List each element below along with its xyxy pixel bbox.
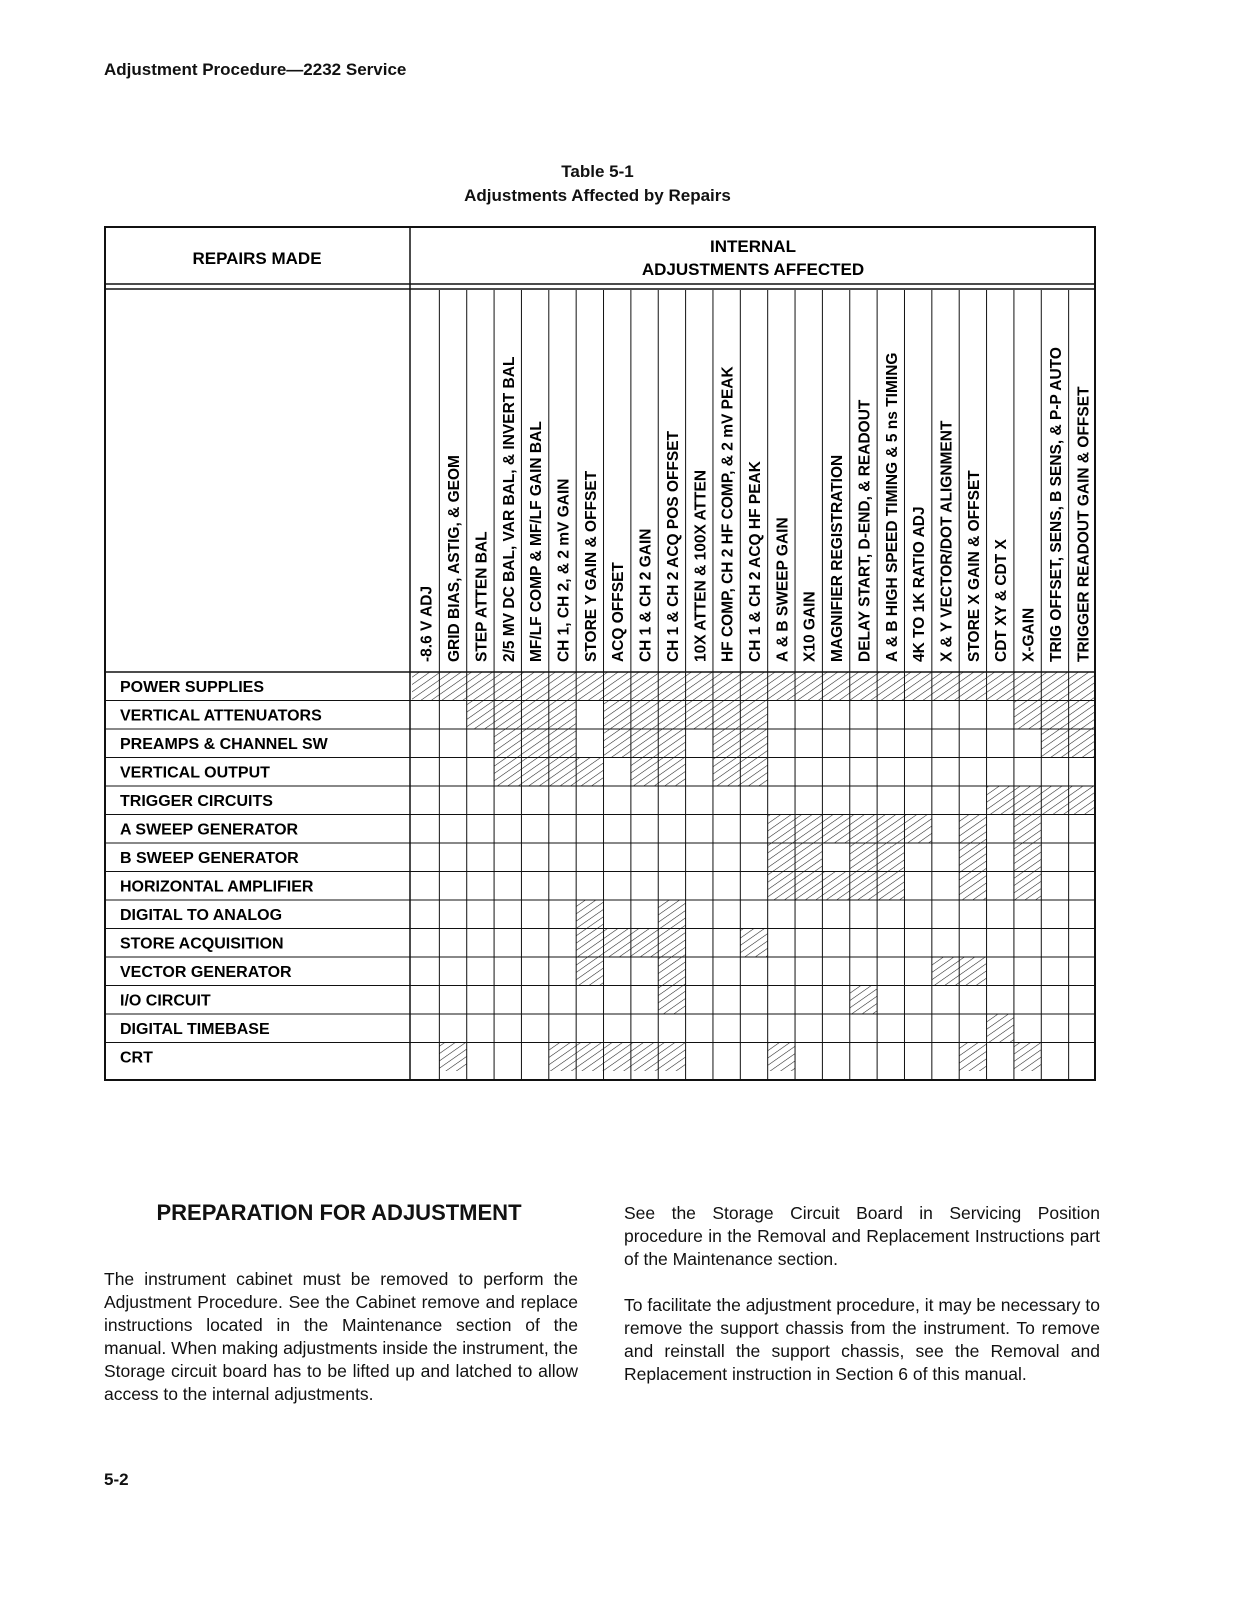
hatched-cell <box>494 758 521 787</box>
hatched-cell <box>521 672 548 701</box>
hatched-cell <box>576 957 603 986</box>
hatched-cell <box>576 672 603 701</box>
hatched-cell <box>686 672 713 701</box>
column-header: 2/5 MV DC BAL, VAR BAL, & INVERT BAL <box>500 356 518 662</box>
hatched-cell <box>795 872 822 901</box>
column-header: CH 1, CH 2, & 2 mV GAIN <box>555 478 573 662</box>
hatched-cell <box>549 672 576 701</box>
hatched-cell <box>932 672 959 701</box>
hatched-cell <box>795 843 822 872</box>
hatched-cell <box>631 929 658 958</box>
hatched-cell <box>1069 701 1096 730</box>
hatched-cell <box>1041 672 1068 701</box>
hatched-cell <box>850 986 877 1015</box>
hatched-cell <box>877 843 904 872</box>
hatched-cell <box>987 672 1014 701</box>
hatched-cell <box>1014 815 1041 844</box>
hatched-cell <box>604 929 631 958</box>
hatched-cell <box>604 701 631 730</box>
row-label: POWER SUPPLIES <box>120 679 265 696</box>
repairs-made-header: REPAIRS MADE <box>192 249 322 268</box>
hatched-cell <box>658 672 685 701</box>
right-paragraph-2: To facilitate the adjustment procedure, it may be necessary to remove the support chassis from the instrument. To remove and reinstall the support chassis, see the Removal and Replacement instruction in Section 6 of this manual. <box>624 1295 1100 1384</box>
hatched-cell <box>549 729 576 758</box>
hatched-cell <box>1014 672 1041 701</box>
hatched-cell <box>521 701 548 730</box>
hatched-cell <box>1014 872 1041 901</box>
hatched-cell <box>631 758 658 787</box>
hatched-cell <box>576 758 603 787</box>
hatched-cell <box>1041 701 1068 730</box>
hatched-cell <box>740 729 767 758</box>
hatched-cell <box>1014 786 1041 815</box>
column-header: X-GAIN <box>1020 607 1038 662</box>
hatched-cell <box>877 815 904 844</box>
column-header: STORE X GAIN & OFFSET <box>965 470 983 662</box>
hatched-cell <box>768 843 795 872</box>
section-title: PREPARATION FOR ADJUSTMENT <box>156 1200 522 1225</box>
hatched-cell <box>549 758 576 787</box>
hatched-cell <box>768 815 795 844</box>
hatched-cell <box>959 1043 986 1072</box>
hatched-cell <box>822 872 849 901</box>
hatched-cell <box>549 701 576 730</box>
hatched-cell <box>604 1043 631 1072</box>
hatched-cell <box>904 672 931 701</box>
hatched-cell <box>904 815 931 844</box>
hatched-cell <box>959 957 986 986</box>
column-header: STORE Y GAIN & OFFSET <box>582 470 600 662</box>
hatched-cell <box>1014 843 1041 872</box>
hatched-cell <box>713 758 740 787</box>
hatched-cell <box>713 701 740 730</box>
column-header: STEP ATTEN BAL <box>473 531 491 662</box>
hatched-cell <box>740 672 767 701</box>
adjustments-affected-header: ADJUSTMENTS AFFECTED <box>641 260 865 279</box>
row-label: VERTICAL ATTENUATORS <box>120 707 322 725</box>
column-header: GRID BIAS, ASTIG, & GEOM <box>446 455 464 662</box>
hatched-cell <box>877 672 904 701</box>
row-label: B SWEEP GENERATOR <box>120 850 299 867</box>
hatched-cell <box>658 929 685 958</box>
page-number: 5-2 <box>104 1470 129 1489</box>
hatched-cell <box>987 1014 1014 1043</box>
hatched-cell <box>604 729 631 758</box>
hatched-cell <box>850 872 877 901</box>
hatched-cell <box>412 672 439 701</box>
hatched-cell <box>494 729 521 758</box>
hatched-cell <box>877 872 904 901</box>
internal-header: INTERNAL <box>710 237 796 256</box>
hatched-cell <box>932 957 959 986</box>
hatched-cell <box>987 786 1014 815</box>
column-header: X & Y VECTOR/DOT ALIGNMENT <box>938 420 956 662</box>
hatched-cell <box>686 701 713 730</box>
hatched-cell <box>494 701 521 730</box>
hatched-cell <box>631 729 658 758</box>
hatched-cell <box>850 815 877 844</box>
hatched-cell <box>822 815 849 844</box>
hatched-cell <box>576 900 603 929</box>
hatched-cell <box>658 729 685 758</box>
column-header: ACQ OFFSET <box>610 562 628 662</box>
hatched-cell <box>658 758 685 787</box>
column-header: 10X ATTEN & 100X ATTEN <box>692 469 710 662</box>
adjustments-table <box>104 226 1096 1081</box>
row-label: VECTOR GENERATOR <box>120 964 292 981</box>
column-header: A & B SWEEP GAIN <box>774 517 792 662</box>
column-header: MF/LF COMP & MF/LF GAIN BAL <box>528 421 546 662</box>
hatched-cell <box>549 1043 576 1072</box>
row-label: DIGITAL TO ANALOG <box>120 907 283 924</box>
hatched-cell <box>740 929 767 958</box>
row-label: DIGITAL TIMEBASE <box>120 1021 270 1038</box>
row-label: STORE ACQUISITION <box>120 935 284 953</box>
hatched-cell <box>521 758 548 787</box>
hatched-cell <box>1041 729 1068 758</box>
hatched-cell <box>740 758 767 787</box>
row-label: HORIZONTAL AMPLIFIER <box>120 878 314 896</box>
hatched-cell <box>494 672 521 701</box>
column-header: CH 1 & CH 2 ACQ POS OFFSET <box>664 430 682 662</box>
hatched-cell <box>959 672 986 701</box>
column-header: CDT XY & CDT X <box>993 539 1011 662</box>
hatched-cell <box>658 701 685 730</box>
hatched-cell <box>713 672 740 701</box>
hatched-cell <box>658 1043 685 1072</box>
hatched-cell <box>850 843 877 872</box>
hatched-cell <box>850 672 877 701</box>
hatched-cell <box>959 872 986 901</box>
hatched-cell <box>467 701 494 730</box>
column-header: 4K TO 1K RATIO ADJ <box>911 506 929 662</box>
hatched-cell <box>1069 729 1096 758</box>
hatched-cell <box>768 672 795 701</box>
column-header: X10 GAIN <box>801 591 819 662</box>
hatched-cell <box>521 729 548 758</box>
hatched-cell <box>959 815 986 844</box>
hatched-cell <box>1069 672 1096 701</box>
column-header: A & B HIGH SPEED TIMING & 5 ns TIMING <box>883 352 901 662</box>
table-title: Adjustments Affected by Repairs <box>464 186 731 205</box>
hatched-cell <box>959 843 986 872</box>
row-label: I/O CIRCUIT <box>120 992 211 1010</box>
hatched-cell <box>658 900 685 929</box>
hatched-cell <box>1041 786 1068 815</box>
hatched-cell <box>604 672 631 701</box>
hatched-cell <box>1014 701 1041 730</box>
column-header: CH 1 & CH 2 ACQ HF PEAK <box>747 461 764 662</box>
hatched-cell <box>768 872 795 901</box>
hatched-cell <box>713 729 740 758</box>
hatched-cell <box>658 986 685 1015</box>
hatched-cell <box>576 929 603 958</box>
hatched-cell <box>631 672 658 701</box>
adjustments-table-grid <box>104 226 1096 1081</box>
hatched-cell <box>740 701 767 730</box>
running-header: Adjustment Procedure—2232 Service <box>104 60 407 79</box>
hatched-cell <box>795 815 822 844</box>
hatched-cell <box>467 672 494 701</box>
column-header: DELAY START, D-END, & READOUT <box>856 399 874 662</box>
row-label: CRT <box>120 1049 153 1067</box>
hatched-cell <box>631 1043 658 1072</box>
hatched-cell <box>768 1043 795 1072</box>
left-paragraph: The instrument cabinet must be removed to perform the Adjustment Procedure. See the Cabinet remove and replace instructions located in the Maintenance section of the manual. When making adjustments inside the instrument, the Storage circuit board has to be lifted up and latched to allow access to the internal adjustments. <box>104 1269 578 1404</box>
hatched-cell <box>439 672 466 701</box>
column-header: TRIG OFFSET, SENS, B SENS, & P-P AUTO <box>1047 347 1065 662</box>
hatched-cell <box>822 672 849 701</box>
hatched-cell <box>658 957 685 986</box>
row-label: PREAMPS & CHANNEL SW <box>120 736 328 753</box>
column-header: HF COMP, CH 2 HF COMP, & 2 mV PEAK <box>719 366 737 662</box>
table-caption <box>0 160 1195 208</box>
column-header: CH 1 & CH 2 GAIN <box>637 528 655 662</box>
table-number: Table 5-1 <box>561 162 634 181</box>
row-label: VERTICAL OUTPUT <box>120 764 270 782</box>
hatched-cell <box>795 672 822 701</box>
column-header: TRIGGER READOUT GAIN & OFFSET <box>1075 386 1093 662</box>
column-header: MAGNIFIER REGISTRATION <box>829 454 847 662</box>
row-label: A SWEEP GENERATOR <box>120 821 299 839</box>
row-label: TRIGGER CIRCUITS <box>120 793 273 810</box>
hatched-cell <box>1014 1043 1041 1072</box>
hatched-cell <box>631 701 658 730</box>
hatched-cell <box>1069 786 1096 815</box>
right-paragraph-1: See the Storage Circuit Board in Servicing Position procedure in the Removal and Replacement Instructions part of the Maintenance section. <box>624 1203 1100 1269</box>
hatched-cell <box>576 1043 603 1072</box>
column-header: -8.6 V ADJ <box>418 585 436 662</box>
hatched-cell <box>439 1043 466 1072</box>
